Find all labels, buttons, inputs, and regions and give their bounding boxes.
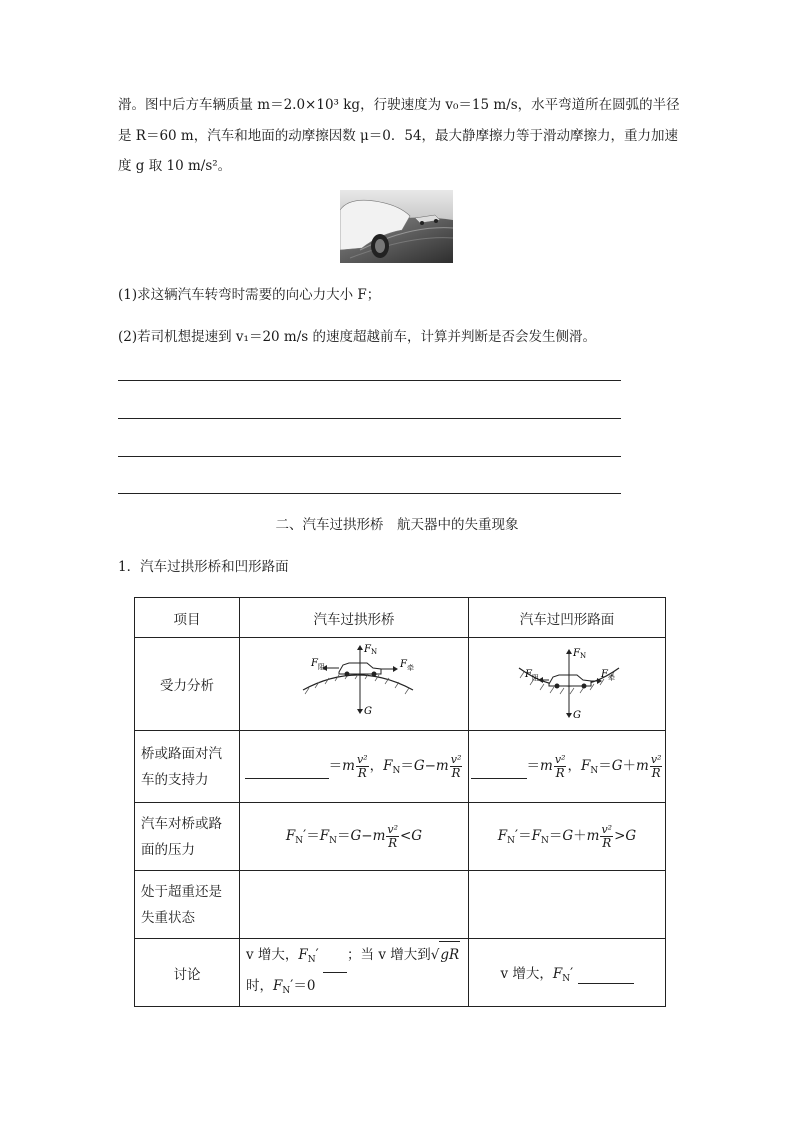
label-f-qian: F — [400, 659, 407, 670]
road-support-formula: ＝m $\frac{\text{v²}}{R}$ ，$F_N=G+m$ $\frac{\text{v²}}{R}$ — [469, 731, 666, 803]
label-g: G — [364, 706, 372, 717]
section-heading: 二、汽车过拱形桥 航天器中的失重现象 — [275, 517, 519, 533]
label-f-zu-sub: 阻 — [532, 674, 539, 682]
label-f-qian: F — [601, 669, 608, 680]
label-g: G — [573, 710, 581, 721]
car-photo — [340, 190, 453, 263]
answer-line — [118, 456, 621, 457]
question-2: (2)若司机想提速到 v₁＝20 m/s 的速度超越前车，计算并判断是否会发生侧滑。 — [118, 329, 596, 345]
answer-blank[interactable] — [471, 778, 527, 779]
label-fn-sub: N — [371, 648, 378, 656]
answer-line — [118, 380, 621, 381]
row-label-state — [135, 871, 240, 939]
road-discussion: v 增大，$F_N'$ — [469, 939, 666, 1007]
label-f-zu: F — [311, 658, 318, 669]
row-label-line: 处于超重还是 — [141, 883, 222, 900]
header-item: 项目 — [135, 598, 240, 638]
row-label-support — [135, 731, 240, 803]
question-1: (1)求这辆汽车转弯时需要的向心力大小 F； — [118, 287, 381, 303]
bridge-force-diagram — [243, 638, 465, 726]
row-label-line: 失重状态 — [141, 909, 195, 926]
label-f-qian-sub: 牵 — [608, 674, 615, 682]
answer-line — [118, 493, 621, 494]
table-row-discuss — [135, 939, 666, 1007]
header-bridge: 汽车过拱形桥 — [240, 598, 469, 638]
intro-line-2: 是 R＝60 m，汽车和地面的动摩擦因数 μ＝0．54，最大静摩擦力等于滑动摩擦力，重力加速 — [118, 128, 679, 144]
sqrt-gr: √ gR — [431, 941, 460, 968]
table-row-support — [135, 731, 666, 803]
row-label-line: 桥或路面对汽 — [141, 745, 222, 762]
table-row-pressure — [135, 803, 666, 871]
subsection-title: 1．汽车过拱形桥和凹形路面 — [118, 559, 289, 575]
table-row-force — [135, 638, 666, 731]
row-label-pressure — [135, 803, 240, 871]
label-fn: F — [364, 644, 371, 655]
header-road: 汽车过凹形路面 — [469, 598, 666, 638]
bridge-support-formula: ＝m $\frac{\text{v²}}{R}$ ，$F_N=G-m$ $\frac{\text{v²}}{R}$ — [240, 731, 469, 803]
road-state-answer[interactable] — [469, 871, 666, 939]
bridge-pressure-formula: $F_N'=F_N=G-m$ $\frac{\text{v²}}{R}$ <G — [240, 803, 469, 871]
label-f-qian-sub: 牵 — [407, 664, 414, 672]
answer-blank[interactable] — [578, 983, 634, 984]
answer-blank[interactable] — [323, 972, 347, 973]
row-label-force: 受力分析 — [135, 638, 240, 731]
label-f-zu-sub: 阻 — [318, 663, 325, 671]
road-force-diagram-cell — [469, 638, 666, 731]
road-pressure-formula: $F_N'=F_N=G+m$ $\frac{\text{v²}}{R}$ >G — [469, 803, 666, 871]
answer-blank[interactable] — [245, 778, 329, 779]
answer-line — [118, 418, 621, 419]
table-row-state — [135, 871, 666, 939]
row-label-line: 汽车对桥或路 — [141, 815, 222, 832]
comparison-table — [134, 597, 666, 1007]
label-fn: F — [573, 648, 580, 659]
bridge-force-diagram-cell — [240, 638, 469, 731]
road-force-diagram — [469, 638, 665, 726]
row-label-line: 车的支持力 — [141, 771, 209, 788]
bridge-state-answer[interactable] — [240, 871, 469, 939]
label-fn-sub: N — [580, 652, 587, 660]
intro-line-1: 滑。图中后方车辆质量 m＝2.0×10³ kg，行驶速度为 v₀＝15 m/s，水平弯道所在圆弧的半径 — [118, 97, 680, 113]
row-label-discuss: 讨论 — [135, 939, 240, 1007]
row-label-line: 面的压力 — [141, 841, 195, 858]
label-f-zu: F — [525, 669, 532, 680]
table-header-row — [135, 598, 666, 638]
bridge-discussion: v 增大，$F_N'$ ；当 v 增大到√ gR 时，$F_N'=0$ — [240, 939, 469, 1007]
intro-line-3: 度 g 取 10 m/s²。 — [118, 158, 232, 174]
